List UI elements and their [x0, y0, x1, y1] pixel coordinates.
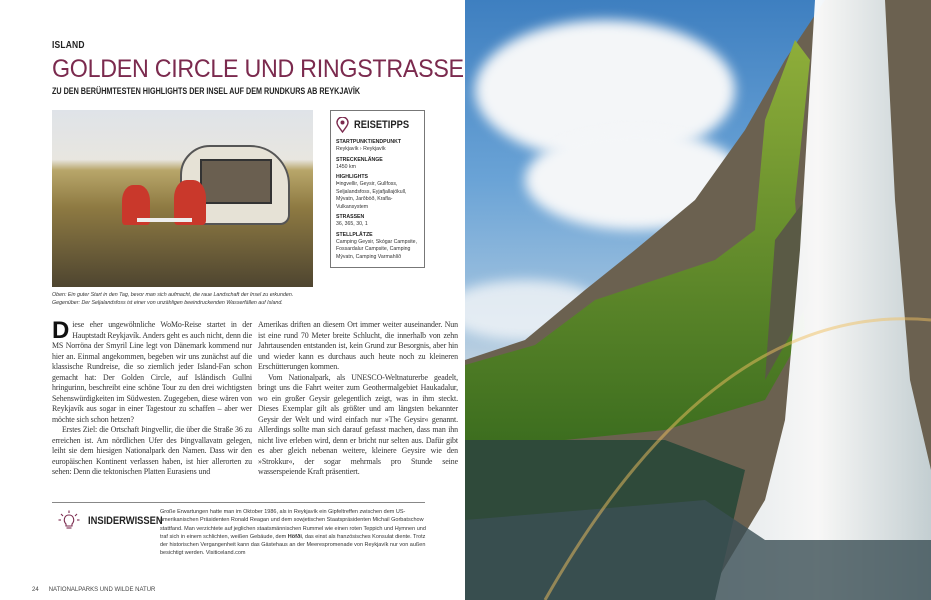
paragraph: Vom Nationalpark, als UNESCO-Weltnaturerbe geadelt, bringt uns die Fahrt weiter zum Geothermalgebiet Haukadalur, wo ein großer Geysir gelegentlich zeigt, was in ihm steckt. Dieses Exemplar gilt als größter und am längsten bekannter Geysir der Welt und wird einfach nur »The Geysir« genannt. Allerdings sollte man sich darauf gefasst machen, dass man ihn nicht live erleben wird, denn er bricht nur selten aus. Dafür gibt es aber gleich nebenan weitere, kleinere Geysire wie den »Strokkur«, der sogar mehrmals pro Stunde seine wasserspeiende Kraft präsentiert. — [258, 372, 458, 476]
section-name: NATIONALPARKS UND WILDE NATUR — [48, 587, 156, 593]
paragraph: iese eher ungewöhnliche WoMo-Reise startet in der Hauptstadt Reykjavík. Anders geht es auch nicht, denn die MS Norröna der Smyril Line legt von Dänemark kommend nur hier an. Einmal angekommen, begeben wir uns zunächst auf die klassische Rundreise, die so ziemlich jeder Island-Fan schon gemacht hat: Der Golden Circle, auf Isländisch Gullni hringurinn, beschreibt eine schöne Tour zu den drei wichtigsten Sehenswürdigkeiten im Südwesten. Zugegeben, diese wären von Reykjavík aus sogar in einer Tagestour zu schaffen – aber wer möchte sich schon hetzen? — [52, 320, 252, 424]
lightbulb-icon — [58, 510, 80, 532]
map-pin-icon — [336, 117, 349, 133]
photo-caption: Oben: Ein guter Start in den Tag, bevor man sich aufmacht, die raue Landschaft der Insel zu erkunden. Gegenüber: Der Seljalandsfoss ist einer von unzähligen beeindruckenden Wasserfällen auf Island. — [52, 292, 294, 306]
paragraph: Amerikas driften an diesem Ort immer weiter auseinander. Nun ist eine rund 70 Meter breite Schlucht, die innerhalb von zehn Jahrtausenden entstanden ist, kein Grund zur Besorgnis, aber hin und wieder kann es durchaus auch heute noch zu kleineren Erschütterungen kommen. — [258, 320, 458, 371]
camper-photo — [52, 110, 313, 287]
tips-heading: REISETIPPS — [354, 119, 410, 131]
body-column-2 — [258, 320, 458, 478]
tip-item: STELLPLÄTZE Camping Geysir, Skógar Campsite, Fossardalur Campsite, Camping Mývatn, Camping Varmahlíð — [336, 231, 418, 260]
travel-tips-box — [330, 110, 425, 268]
insider-heading — [58, 510, 176, 532]
cliff-and-waterfall — [465, 0, 931, 600]
table — [137, 218, 192, 222]
insider-title: INSIDERWISSEN — [88, 515, 163, 527]
page-number: 24 — [32, 587, 39, 593]
drop-cap: D — [52, 317, 70, 344]
waterfall-photo — [465, 0, 931, 600]
divider — [52, 502, 425, 503]
body-column-1 — [52, 317, 252, 478]
subtitle: ZU DEN BERÜHMTESTEN HIGHLIGHTS DER INSEL AUF DEM RUNDKURS AB REYKJAVÍK — [52, 86, 361, 96]
tip-item: STARTPUNKT/ENDPUNKT Reykjavík › Reykjavík — [336, 139, 402, 152]
page-title: GOLDEN CIRCLE UND RINGSTRASSE — [52, 55, 464, 83]
tip-item: HIGHLIGHTS Þingvellir, Geysir, Gullfoss, Seljalandsfoss, Eyjafjallajökull, Mývatn, Jarðböð, Krafla-Vulkansystem — [336, 174, 407, 210]
left-page — [0, 0, 465, 600]
tip-item: STRECKENLÄNGE 1450 km — [336, 156, 383, 170]
kicker: ISLAND — [52, 40, 85, 51]
insider-text: Große Erwartungen hatte man im Oktober 1986, als in Reykjavík ein Gipfeltreffen zwischen dem US-amerikanischen Präsidenten Ronald Reagan und dem sowjetischen Staatspräsidenten Michail Gorbatschow stattfand. Man verzichtete auf jeglichen staatsmännischen Rummel wie einen roten Teppich und Hymnen und traf sich in einem schlichten, weißen Gebäude, dem Höfði, das einst als französisches Konsulat diente. Trotz der historischen Vergangenheit kann das Gästehaus an der Meerespromenade von Reykjavík nur von außen besichtigt werden. Visiticeland.com — [160, 509, 426, 557]
paragraph: Erstes Ziel: die Ortschaft Þingvellir, die über die Straße 36 zu erreichen ist. Am nördlichen Ufer des Þingvallavatn gelegen, leiht sie dem hiesigen Nationalpark den Namen. Dass wir den europäischen Kontinent verlassen haben, ist hier allerorten zu sehen: Denn die tektonischen Platten Eurasiens und — [52, 425, 252, 476]
tip-item: STRASSEN 36, 365, 30, 1 — [336, 214, 368, 227]
page-footer — [32, 586, 155, 594]
